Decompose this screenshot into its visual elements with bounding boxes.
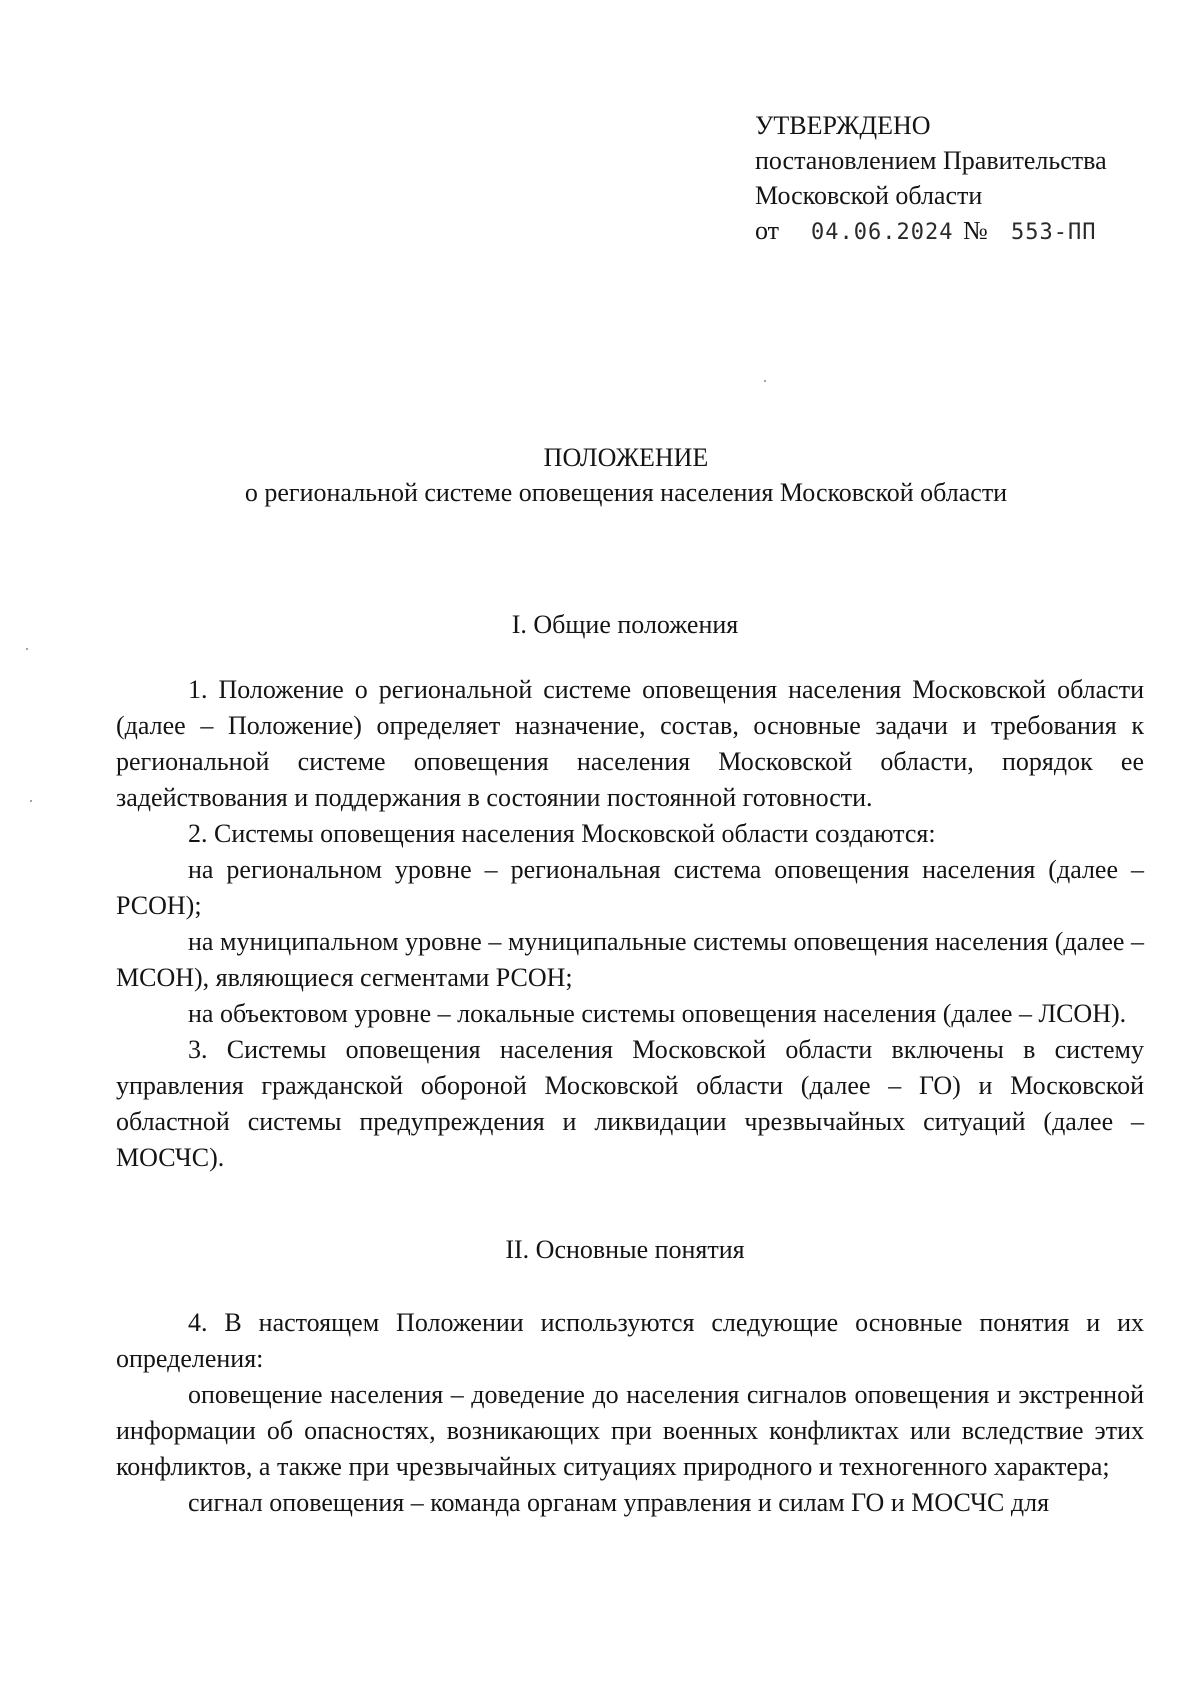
paragraph-definition-notification: оповещение населения – доведение до населения сигналов оповещения и экстренной информации об опасностях, возникающих при военных конфликтах или вследствие этих конфликтов, а также при чрезвычайных ситуациях природного и техногенного характера; bbox=[116, 1380, 1144, 1481]
paragraph-1: 1. Положение о региональной системе оповещения населения Московской области (далее – Положение) определяет назначение, состав, основные задачи и требования к региональной системе оповещения населения Московской области, порядок ее задействования и поддержания в состоянии постоянной готовности. bbox=[116, 675, 1144, 812]
approval-line-2: Московской области bbox=[755, 181, 983, 210]
scan-speck bbox=[764, 380, 766, 382]
section-1-body bbox=[116, 672, 1144, 1176]
paragraph-municipal-level: на муниципальном уровне – муниципальные системы оповещения населения (далее – МСОН), являющиеся сегментами РСОН; bbox=[116, 927, 1144, 992]
scan-speck bbox=[26, 648, 28, 650]
paragraph-2: 2. Системы оповещения населения Московской области создаются: bbox=[188, 819, 936, 848]
section-2-body bbox=[116, 1305, 1144, 1521]
approval-date: 04.06.2024 bbox=[811, 220, 954, 245]
paragraph-3: 3. Системы оповещения населения Московской области включены в систему управления гражданской обороной Московской области (далее – ГО) и Московской областной системы предупреждения и ликвидации чрезвычайных ситуаций (далее – МОСЧС). bbox=[116, 1035, 1144, 1172]
date-prefix: от bbox=[755, 216, 780, 245]
approval-stamp bbox=[755, 108, 1107, 250]
paragraph-regional-level: на региональном уровне – региональная система оповещения населения (далее – РСОН); bbox=[116, 855, 1144, 920]
paragraph-object-level: на объектовом уровне – локальные системы оповещения населения (далее – ЛСОН). bbox=[188, 999, 1127, 1028]
document-subtitle: о региональной системе оповещения населения Московской области bbox=[244, 478, 1008, 507]
scan-speck bbox=[30, 800, 32, 802]
approval-date-line bbox=[755, 213, 1107, 250]
approval-line-1: постановлением Правительства bbox=[755, 146, 1107, 175]
approval-status: УТВЕРЖДЕНО bbox=[755, 111, 931, 140]
approval-number: 553-ПП bbox=[1011, 220, 1097, 245]
document-title: ПОЛОЖЕНИЕ bbox=[543, 443, 709, 472]
number-prefix: № bbox=[963, 216, 988, 245]
section-heading-1: I. Общие положения bbox=[511, 610, 739, 639]
section-heading-2: II. Основные понятия bbox=[505, 1235, 745, 1264]
paragraph-definition-signal: сигнал оповещения – команда органам управления и силам ГО и МОСЧС для bbox=[188, 1488, 1050, 1517]
paragraph-4: 4. В настоящем Положении используются следующие основные понятия и их определения: bbox=[116, 1308, 1144, 1373]
